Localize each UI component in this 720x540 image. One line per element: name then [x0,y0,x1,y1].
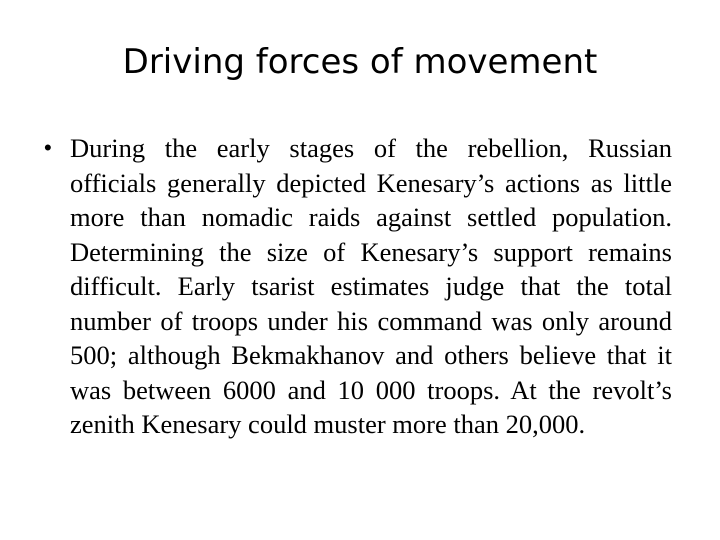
slide-title: Driving forces of movement [122,42,598,82]
bullet-text: During the early stages of the rebellion, Russian officials generally depicted Kenesary’s actions as little more than nomadic raids against settled population. Determining the size of Kenesary’s support remains difficult. Early tsarist estimates judge that the total number of troops under his command was only around 500; although Bekmakhanov and others believe that it was between 6000 and 10 000 troops. At the revolt’s zenith Kenesary could muster more than 20,000. [70,133,672,439]
bullet-list [44,131,672,442]
bullet-marker: • [44,135,52,160]
bullet-item [44,131,672,442]
